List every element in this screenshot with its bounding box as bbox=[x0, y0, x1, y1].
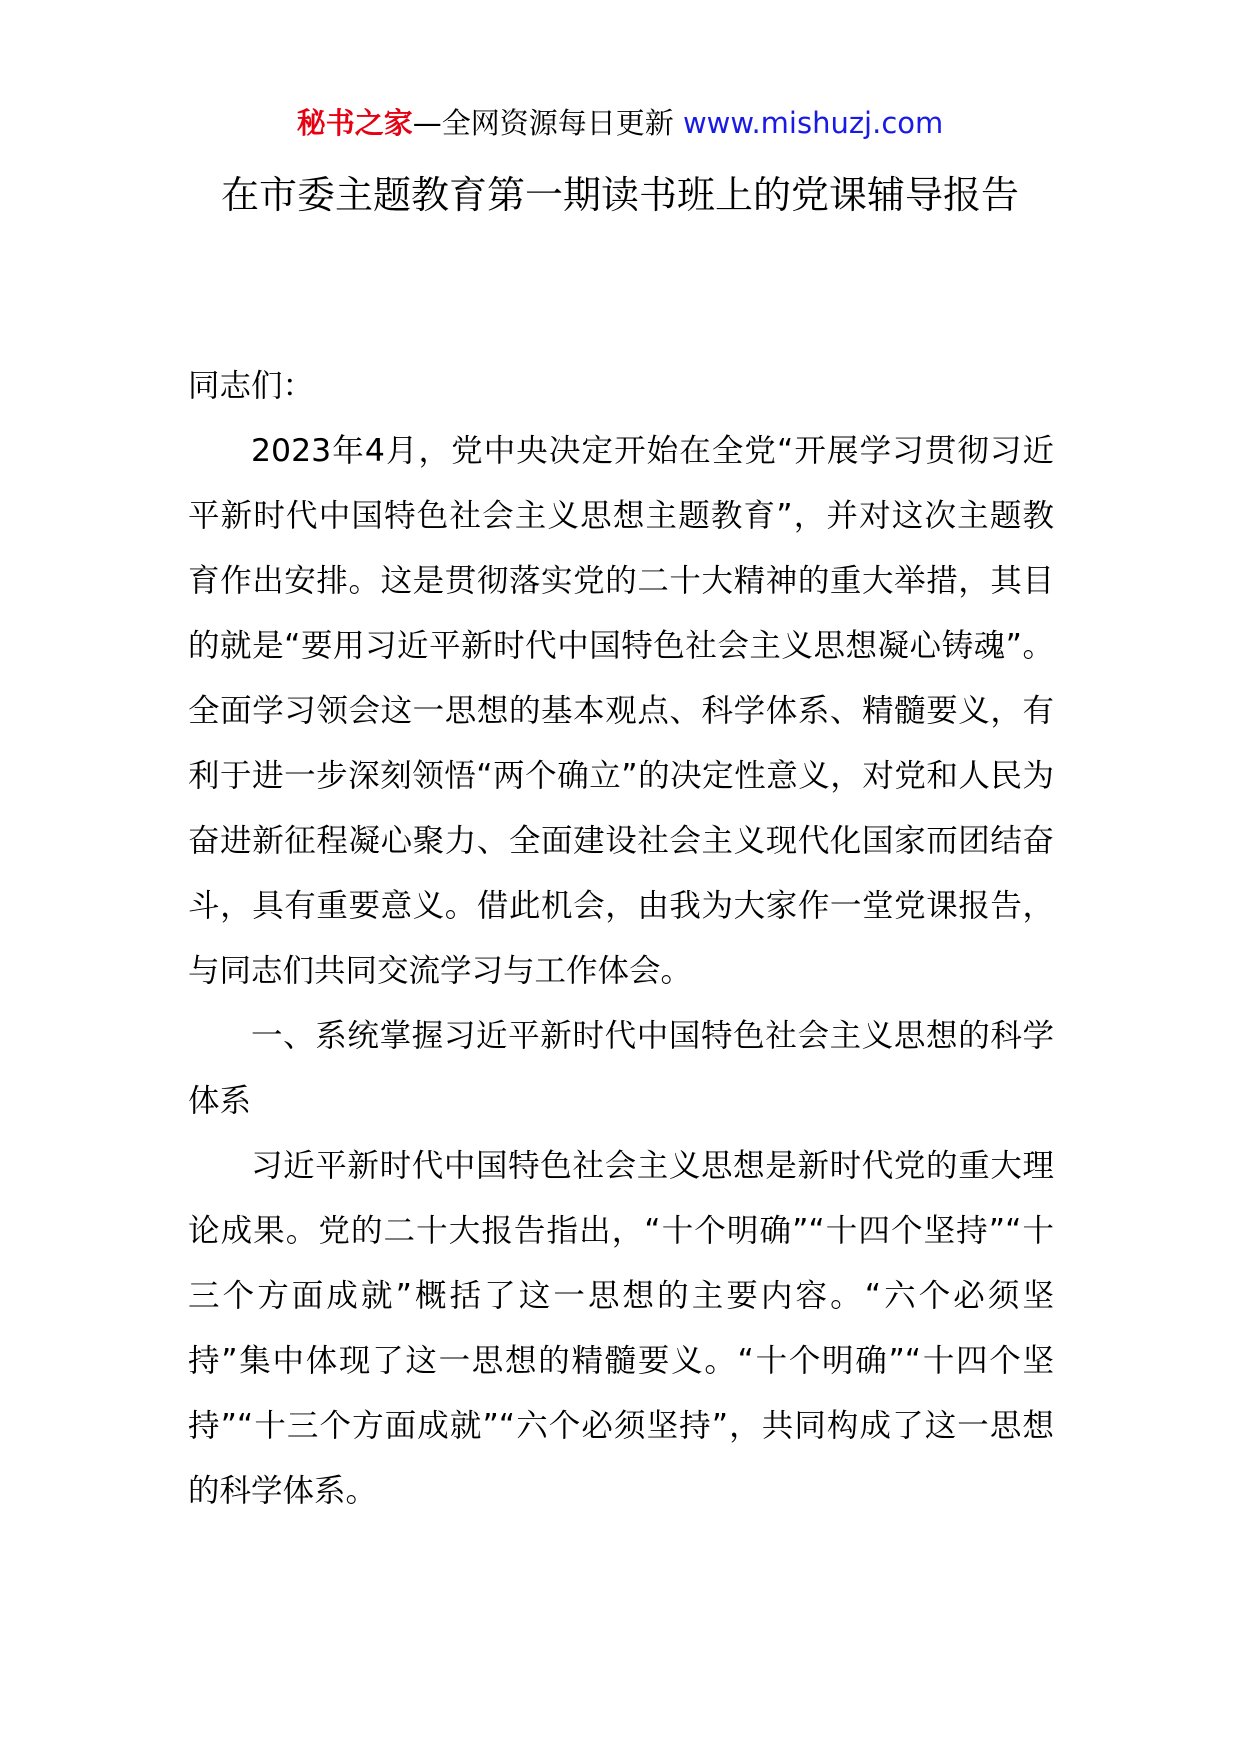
salutation: 同志们： bbox=[188, 368, 315, 404]
site-url-link[interactable]: www.mishuzj.com bbox=[682, 106, 944, 140]
header-tagline: —全网资源每日更新 bbox=[412, 106, 674, 140]
site-header bbox=[0, 102, 1240, 144]
brand-name: 秘书之家 bbox=[296, 106, 413, 140]
document-body bbox=[188, 354, 1054, 1524]
document-title: 在市委主题教育第一期读书班上的党课辅导报告 bbox=[220, 173, 1019, 217]
paragraph-section-1: 习近平新时代中国特色社会主义思想是新时代党的重大理论成果。党的二十大报告指出，“十个明确”“十四个坚持”“十三个方面成就”概括了这一思想的主要内容。“六个必须坚持”集中体现了这一思想的精髓要义。“十个明确”“十四个坚持”“十三个方面成就”“六个必须坚持”，共同构成了这一思想的科学体系。 bbox=[188, 1148, 1054, 1509]
paragraph-intro: 2023年4月，党中央决定开始在全党“开展学习贯彻习近平新时代中国特色社会主义思想主题教育”，并对这次主题教育作出安排。这是贯彻落实党的二十大精神的重大举措，其目的就是“要用习近平新时代中国特色社会主义思想凝心铸魂”。全面学习领会这一思想的基本观点、科学体系、精髓要义，有利于进一步深刻领悟“两个确立”的决定性意义，对党和人民为奋进新征程凝心聚力、全面建设社会主义现代化国家而团结奋斗，具有重要意义。借此机会，由我为大家作一堂党课报告，与同志们共同交流学习与工作体会。 bbox=[188, 433, 1054, 989]
section-heading-1: 一、系统掌握习近平新时代中国特色社会主义思想的科学体系 bbox=[188, 1018, 1054, 1119]
